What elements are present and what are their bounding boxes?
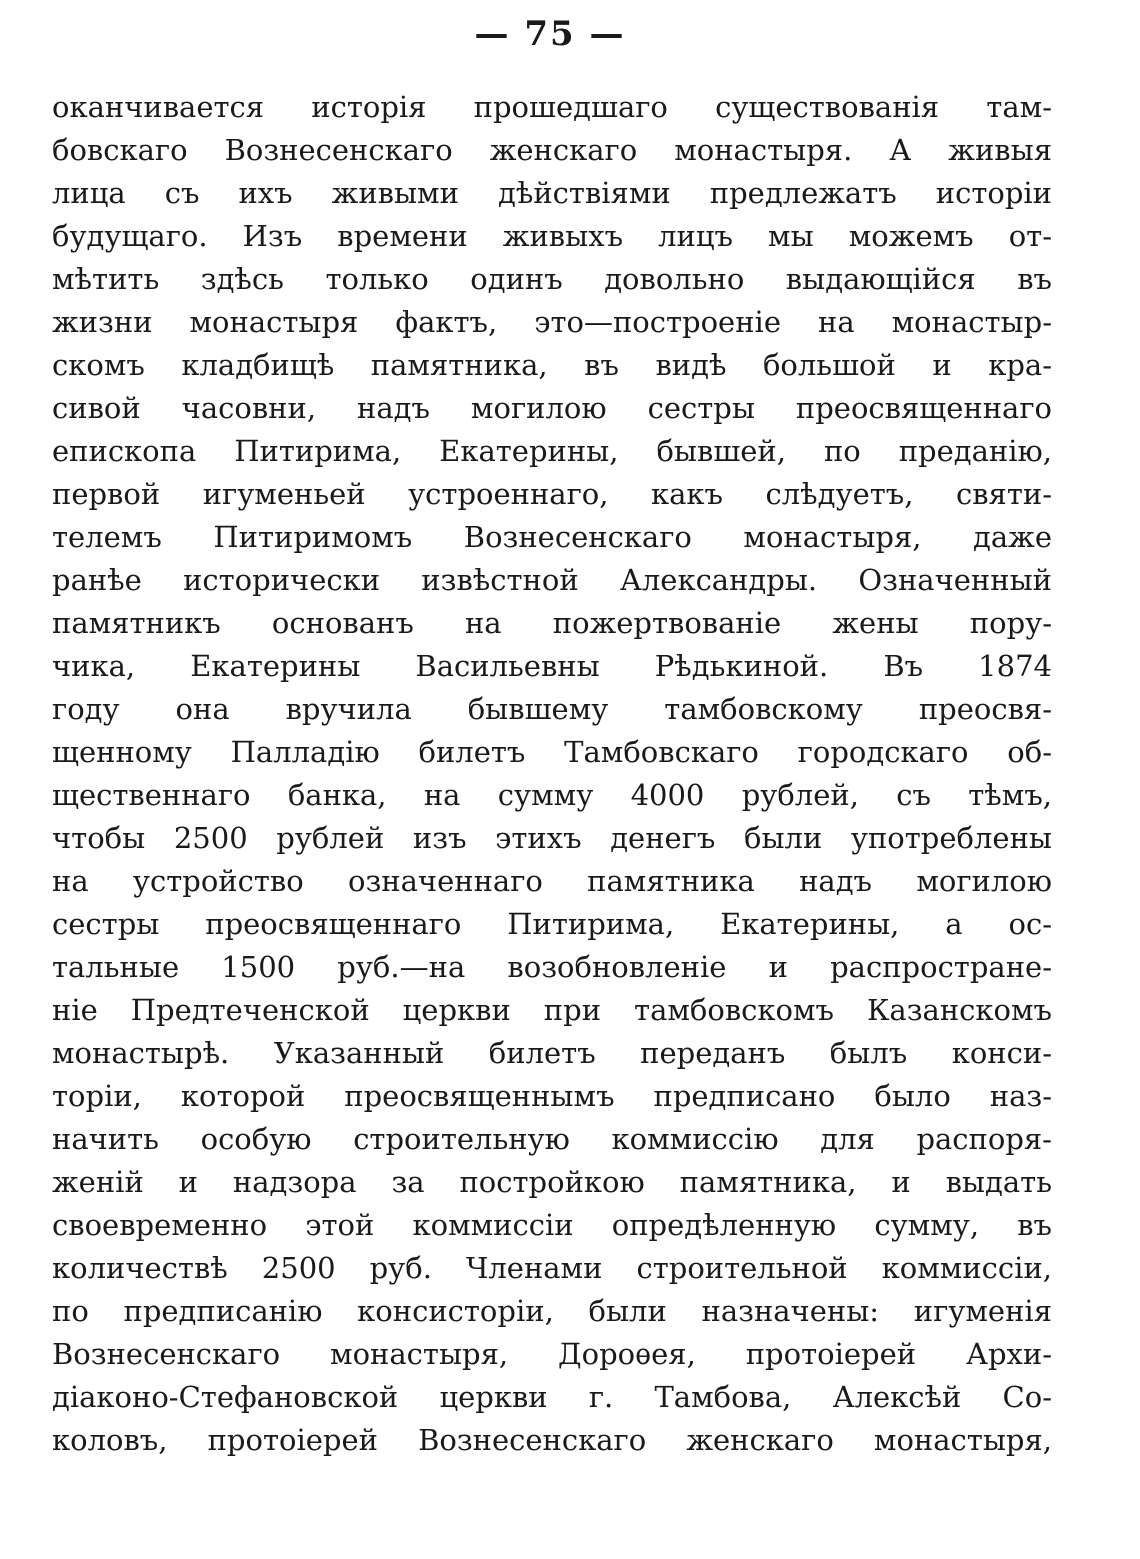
text-line: монастырѣ. Указанный билетъ переданъ былъ конси- <box>52 1036 1052 1070</box>
text-line: ніе Предтеченской церкви при тамбовскомъ Казанскомъ <box>52 993 1052 1027</box>
text-line: памятникъ основанъ на пожертвованіе жены пору- <box>52 606 1052 640</box>
text-line: мѣтить здѣсь только одинъ довольно выдающійся въ <box>52 262 1052 296</box>
text-line: году она вручила бывшему тамбовскому преосвя- <box>52 692 1052 726</box>
text-line: епископа Питирима, Екатерины, бывшей, по преданію, <box>52 434 1052 468</box>
text-line: торіи, которой преосвященнымъ предписано было наз- <box>52 1079 1052 1113</box>
body-text <box>52 86 1052 1462</box>
text-line: чика, Екатерины Васильевны Рѣдькиной. Въ 1874 <box>52 649 1052 683</box>
text-line: женій и надзора за постройкою памятника, и выдать <box>52 1165 1052 1199</box>
text-line: Вознесенскаго монастыря, Дороѳея, протоіерей Архи- <box>52 1337 1052 1371</box>
text-line: начить особую строительную коммиссію для распоря- <box>52 1122 1052 1156</box>
text-line: оканчивается исторія прошедшаго существованія там- <box>52 90 1052 124</box>
text-line: своевременно этой коммиссіи опредѣленную сумму, въ <box>52 1208 1052 1242</box>
text-line: бовскаго Вознесенскаго женскаго монастыря. А живыя <box>52 133 1052 167</box>
text-line: по предписанію консисторіи, были назначены: игуменія <box>52 1294 1052 1328</box>
text-line: лица съ ихъ живыми дѣйствіями предлежатъ исторіи <box>52 176 1052 210</box>
text-line: сивой часовни, надъ могилою сестры преосвященнаго <box>52 391 1052 425</box>
text-line: коловъ, протоіерей Вознесенскаго женскаго монастыря, <box>52 1423 1052 1457</box>
text-line: телемъ Питиримомъ Вознесенскаго монастыря, даже <box>52 520 1052 554</box>
text-line: будущаго. Изъ времени живыхъ лицъ мы можемъ от- <box>52 219 1052 253</box>
text-line: первой игуменьей устроеннаго, какъ слѣдуетъ, святи- <box>52 477 1052 511</box>
text-line: на устройство означеннаго памятника надъ могилою <box>52 864 1052 898</box>
text-line: жизни монастыря фактъ, это—построеніе на монастыр- <box>52 305 1052 339</box>
text-line: количествѣ 2500 руб. Членами строительной коммиссіи, <box>52 1251 1052 1285</box>
text-line: діаконо-Стефановской церкви г. Тамбова, Алексѣй Со- <box>52 1380 1052 1414</box>
text-line: ранѣе исторически извѣстной Александры. Означенный <box>52 563 1052 597</box>
text-line: чтобы 2500 рублей изъ этихъ денегъ были употреблены <box>52 821 1052 855</box>
text-line: щенному Палладію билетъ Тамбовскаго городскаго об- <box>52 735 1052 769</box>
text-line: сестры преосвященнаго Питирима, Екатерины, а ос- <box>52 907 1052 941</box>
text-line: щественнаго банка, на сумму 4000 рублей, съ тѣмъ, <box>52 778 1052 812</box>
text-line: скомъ кладбищѣ памятника, въ видѣ большой и кра- <box>52 348 1052 382</box>
text-line: тальные 1500 руб.—на возобновленіе и распростране- <box>52 950 1052 984</box>
page-number: — 75 — <box>474 14 626 54</box>
